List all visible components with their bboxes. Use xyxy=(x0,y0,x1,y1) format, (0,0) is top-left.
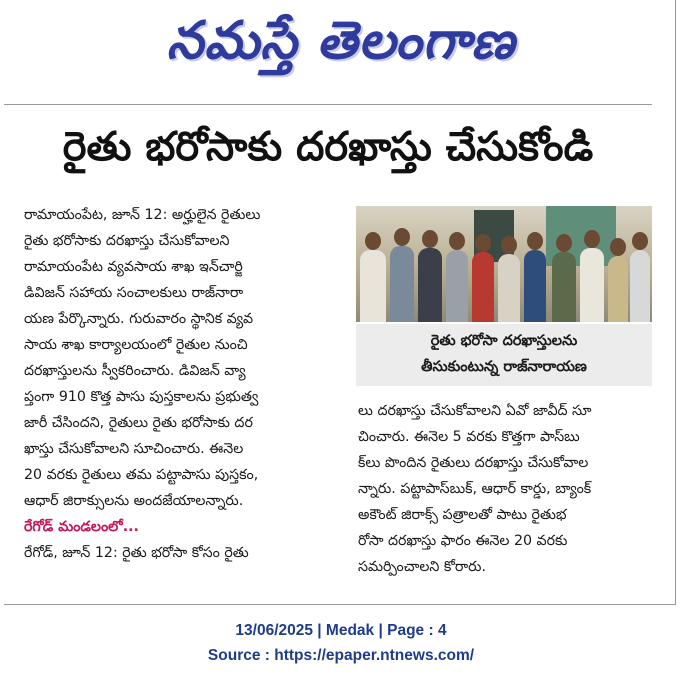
caption-line: రైతు భరోసా దరఖాస్తులను xyxy=(430,333,578,349)
left-text-column xyxy=(24,202,342,566)
body-line: సాయ శాఖ కార్యాలయంలో రైతుల నుంచి xyxy=(24,337,248,353)
photo-person xyxy=(498,254,520,322)
photo-caption xyxy=(356,324,652,386)
body-line: రామాయంపేట, జూన్ 12: అర్హులైన రైతులు xyxy=(24,207,261,223)
body-line: రేగోడ్, జూన్ 12: రైతు భరోసా కోసం రైతు xyxy=(24,545,249,561)
body-line: డివిజన్ సహాయ సంచాలకులు రాజ్‌నారా xyxy=(24,285,244,301)
body-line: లు దరఖాస్తు చేసుకోవాలని ఏవో జావీద్ సూ xyxy=(358,403,592,419)
body-line: చించారు. ఈనెల 5 వరకు కొత్తగా పాస్‌బు xyxy=(358,429,580,445)
footer-source: Source : https://epaper.ntnews.com/ xyxy=(207,647,475,664)
photo-person xyxy=(360,250,386,322)
top-divider xyxy=(4,104,652,105)
body-line: యణ పేర్కొన్నారు. గురువారం స్థానిక వ్యవ xyxy=(24,311,254,327)
photo-person xyxy=(580,248,604,322)
photo-person xyxy=(390,246,414,322)
photo-person xyxy=(630,250,650,322)
body-line: ఖాస్తు చేసుకోవాలని సూచించారు. ఈనెల xyxy=(24,441,244,457)
body-line: ఆధార్ జిరాక్సులను అందజేయాలన్నారు. xyxy=(24,493,244,509)
body-line: జారీ చేసిందని, రైతులు రైతు భరోసాకు దర xyxy=(24,415,253,431)
photo-person xyxy=(472,252,494,322)
photo-person xyxy=(524,250,546,322)
right-text-column xyxy=(358,398,654,580)
body-line: రామాయంపేట వ్యవసాయ శాఖ ఇన్‌చార్జి xyxy=(24,259,243,275)
body-line: రైతు భరోసాకు దరఖాస్తు చేసుకోవాలని xyxy=(24,233,230,249)
photo-person xyxy=(446,250,468,322)
body-line: దరఖాస్తులను స్వీకరించారు. డివిజన్ వ్యా xyxy=(24,363,246,379)
caption-line: తీసుకుంటున్న రాజ్‌నారాయణ xyxy=(421,359,587,375)
photo-person xyxy=(552,252,576,322)
photo-person xyxy=(608,256,628,322)
body-line: సమర్పించాలని కోరారు. xyxy=(358,559,486,575)
body-line: రోసా దరఖాస్తు ఫారం ఈనెల 20 వరకు xyxy=(358,533,568,549)
body-line: అకౌంట్ జిరాక్స్ పత్రాలతో పాటు రైతుభ xyxy=(358,507,567,523)
article-headline: రైతు భరోసాకు దరఖాస్తు చేసుకోండి xyxy=(62,124,594,170)
footer-meta: 13/06/2025 | Medak | Page : 4 xyxy=(235,622,447,639)
body-line: క్‌లు పొందిన రైతులు దరఖాస్తు చేసుకోవాల xyxy=(358,455,589,471)
body-line: 20 వరకు రైతులు తమ పట్టాపాసు పుస్తకం, xyxy=(24,467,259,483)
bottom-divider xyxy=(4,604,676,605)
photo-person xyxy=(418,248,442,322)
newspaper-masthead: నమస్తే తెలంగాణ xyxy=(166,11,516,71)
body-line: న్నారు. పట్టాపాస్‌బుక్, ఆధార్ కార్డు, బ్యాంక్ xyxy=(358,481,592,497)
section-subhead: రేగోడ్ మండలంలో... xyxy=(24,519,139,535)
page-border-right xyxy=(675,0,676,604)
body-line: ప్తంగా 910 కొత్త పాసు పుస్తకాలను ప్రభుత్వ xyxy=(24,389,259,405)
article-photo xyxy=(356,206,652,322)
